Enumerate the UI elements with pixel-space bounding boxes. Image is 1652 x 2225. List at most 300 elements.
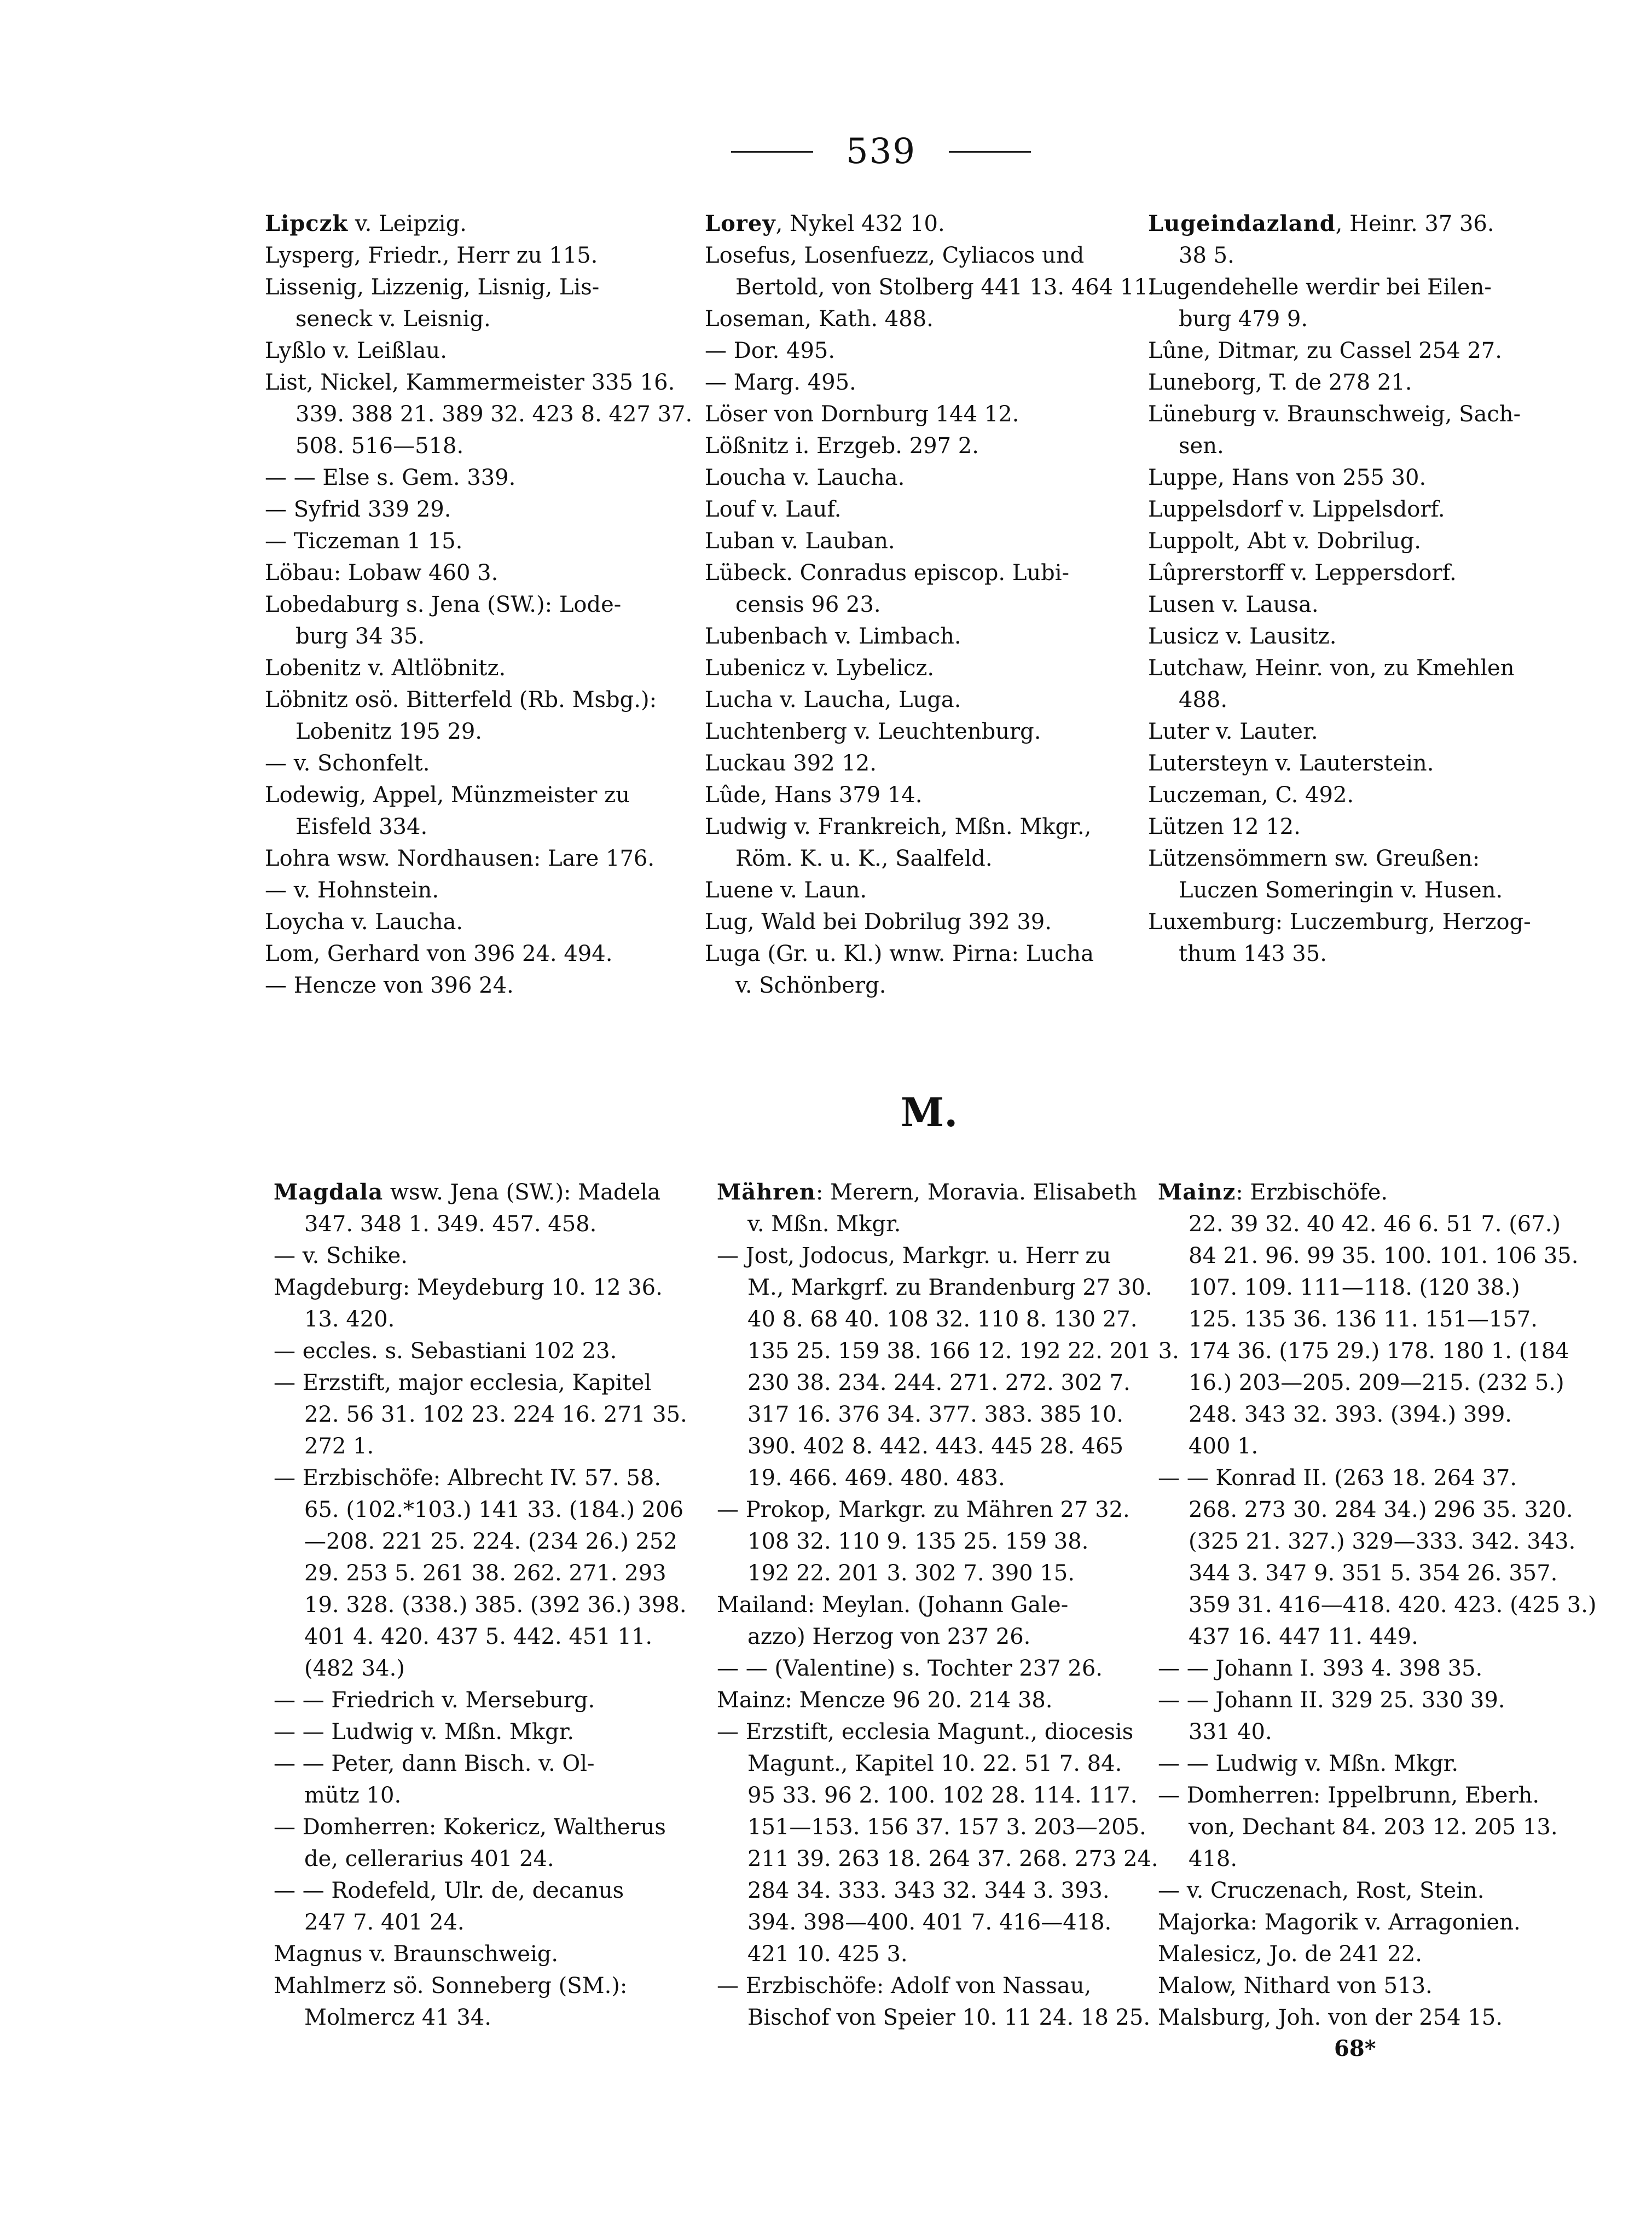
index-text: — — Else s. Gem. 339. — [265, 465, 516, 490]
index-text: burg 479 9. — [1179, 306, 1308, 332]
index-line — [717, 1843, 1158, 1875]
index-line — [1148, 748, 1575, 779]
index-text: Loseman, Kath. 488. — [705, 306, 934, 332]
index-line — [717, 1557, 1144, 1589]
index-line — [265, 811, 692, 843]
index-line — [265, 652, 692, 684]
index-line — [705, 684, 1132, 716]
index-text: — Ticzeman 1 15. — [265, 529, 463, 554]
index-text: Magunt., Kapitel 10. 22. 51 7. 84. — [747, 1751, 1122, 1776]
index-text: Mahlmerz sö. Sonneberg (SM.): — [274, 1973, 628, 1998]
index-column-3 — [1148, 208, 1575, 970]
index-line — [705, 303, 1132, 335]
index-text: 347. 348 1. 349. 457. 458. — [304, 1212, 597, 1237]
index-text: mütz 10. — [304, 1783, 402, 1808]
index-line — [717, 1272, 1152, 1303]
index-text: Luga (Gr. u. Kl.) wnw. Pirna: Lucha — [705, 941, 1094, 966]
index-line — [1148, 843, 1575, 874]
index-line — [705, 748, 1132, 779]
index-line — [274, 1748, 700, 1780]
index-text: Molmercz 41 34. — [304, 2005, 491, 2030]
index-line — [274, 1303, 700, 1335]
index-line — [274, 1780, 700, 1811]
index-text: —208. 221 25. 224. (234 26.) 252 — [304, 1529, 677, 1554]
index-line — [1148, 335, 1575, 367]
index-text: Lûprerstorff v. Leppersdorf. — [1148, 560, 1457, 586]
index-text: Mainz: Mencze 96 20. 214 38. — [717, 1688, 1053, 1713]
index-line — [705, 240, 1132, 271]
index-line — [274, 1653, 700, 1684]
index-text: List, Nickel, Kammermeister 335 16. — [265, 370, 675, 395]
index-text: — — Friedrich v. Merseburg. — [274, 1688, 595, 1713]
index-text: 272 1. — [304, 1434, 374, 1459]
index-text: 339. 388 21. 389 32. 423 8. 427 37. — [295, 402, 693, 427]
index-line — [1158, 1430, 1585, 1462]
index-text: Lusicz v. Lausitz. — [1148, 624, 1337, 649]
index-text: — Domherren: Kokericz, Waltherus — [274, 1815, 666, 1840]
index-text: Malsburg, Joh. von der 254 15. — [1158, 2005, 1503, 2030]
index-line — [705, 938, 1132, 970]
index-text: — — (Valentine) s. Tochter 237 26. — [717, 1656, 1103, 1681]
index-line — [705, 430, 1132, 462]
index-line — [1148, 494, 1575, 525]
index-line — [705, 398, 1132, 430]
index-line — [1158, 1462, 1585, 1494]
index-text: 84 21. 96. 99 35. 100. 101. 106 35. — [1189, 1243, 1579, 1268]
index-text: — v. Schike. — [274, 1243, 408, 1268]
index-text: 248. 343 32. 393. (394.) 399. — [1189, 1402, 1512, 1427]
index-line — [274, 1843, 700, 1875]
index-column-4 — [274, 1177, 700, 2033]
index-line — [705, 335, 1132, 367]
page-number: 539 — [845, 131, 917, 172]
index-text: Löser von Dornburg 144 12. — [705, 402, 1019, 427]
index-text: 390. 402 8. 442. 443. 445 28. 465 — [747, 1434, 1124, 1459]
index-text: — Prokop, Markgr. zu Mähren 27 32. — [717, 1497, 1130, 1522]
index-text: Lûne, Ditmar, zu Cassel 254 27. — [1148, 338, 1502, 363]
index-headword: Lorey — [705, 211, 776, 236]
index-line — [1148, 906, 1575, 938]
index-line — [1158, 1716, 1585, 1748]
index-line — [1158, 1240, 1585, 1272]
index-text: — Dor. 495. — [705, 338, 836, 363]
index-line — [1158, 1875, 1585, 1907]
index-text: 421 10. 425 3. — [747, 1942, 908, 1967]
index-text: 394. 398—400. 401 7. 416—418. — [747, 1910, 1112, 1935]
index-text: Lug, Wald bei Dobrilug 392 39. — [705, 909, 1052, 935]
index-line — [274, 1240, 700, 1272]
index-text: Malesicz, Jo. de 241 22. — [1158, 1942, 1423, 1967]
index-text: 174 36. (175 29.) 178. 180 1. (184 — [1189, 1339, 1569, 1364]
index-line — [265, 684, 692, 716]
index-text: Magdeburg: Meydeburg 10. 12 36. — [274, 1275, 663, 1300]
index-text: : Merern, Moravia. Elisabeth — [815, 1180, 1137, 1205]
index-line — [1158, 1780, 1585, 1811]
index-text: Luxemburg: Luczemburg, Herzog- — [1148, 909, 1531, 935]
index-line — [274, 1430, 700, 1462]
index-line — [717, 1653, 1144, 1684]
index-headword: Lipczk — [265, 211, 349, 236]
index-line — [717, 1780, 1144, 1811]
index-line — [717, 1367, 1144, 1399]
index-text: Lysperg, Friedr., Herr zu 115. — [265, 243, 598, 268]
index-line — [717, 1938, 1144, 1970]
index-line — [265, 525, 692, 557]
index-line — [717, 1208, 1144, 1240]
index-line — [274, 1367, 700, 1399]
index-line — [265, 970, 692, 1001]
index-text: 211 39. 263 18. 264 37. 268. 273 24. — [747, 1846, 1158, 1871]
index-text: 344 3. 347 9. 351 5. 354 26. 357. — [1189, 1561, 1558, 1586]
index-line — [1148, 398, 1575, 430]
index-line — [274, 1938, 700, 1970]
header-rule-left — [731, 151, 813, 153]
index-text: Ludwig v. Frankreich, Mßn. Mkgr., — [705, 814, 1092, 839]
index-line — [1148, 589, 1575, 621]
index-line — [1158, 1970, 1585, 2002]
index-text: Luppe, Hans von 255 30. — [1148, 465, 1427, 490]
index-text: de, cellerarius 401 24. — [304, 1846, 554, 1871]
index-text: 95 33. 96 2. 100. 102 28. 114. 117. — [747, 1783, 1138, 1808]
index-text: 125. 135 36. 136 11. 151—157. — [1189, 1307, 1538, 1332]
index-text: 22. 39 32. 40 42. 46 6. 51 7. (67.) — [1189, 1212, 1561, 1237]
index-line — [705, 970, 1132, 1001]
index-line — [265, 621, 692, 652]
index-text: 268. 273 30. 284 34.) 296 35. 320. — [1189, 1497, 1573, 1522]
index-line — [1158, 2002, 1585, 2033]
index-line — [717, 1177, 1144, 1208]
index-text: Losefus, Losenfuezz, Cyliacos und — [705, 243, 1085, 268]
index-text: 488. — [1179, 687, 1228, 712]
index-line — [717, 1303, 1144, 1335]
index-text: Luneborg, T. de 278 21. — [1148, 370, 1412, 395]
index-text: sen. — [1179, 433, 1224, 459]
index-line — [717, 1494, 1144, 1526]
index-line — [1158, 1748, 1585, 1780]
index-text: Lohra wsw. Nordhausen: Lare 176. — [265, 846, 655, 871]
index-line — [274, 1557, 700, 1589]
index-line — [705, 462, 1132, 494]
index-text: (325 21. 327.) 329—333. 342. 343. — [1189, 1529, 1576, 1554]
index-text: Lützen 12 12. — [1148, 814, 1301, 839]
index-line — [1148, 367, 1575, 398]
index-line — [265, 716, 692, 748]
index-line — [717, 1970, 1144, 2002]
index-text: Lusen v. Lausa. — [1148, 592, 1319, 617]
index-line — [1158, 1907, 1585, 1938]
index-text: — — Ludwig v. Mßn. Mkgr. — [274, 1719, 575, 1745]
index-line — [1148, 684, 1575, 716]
index-text: — Erzbischöfe: Adolf von Nassau, — [717, 1973, 1092, 1998]
index-line — [274, 1811, 700, 1843]
index-line — [265, 494, 692, 525]
index-line — [705, 525, 1132, 557]
index-text: — Syfrid 339 29. — [265, 497, 451, 522]
index-text: — — Rodefeld, Ulr. de, decanus — [274, 1878, 624, 1903]
index-text: Lobenitz v. Altlöbnitz. — [265, 656, 506, 681]
index-text: 230 38. 234. 244. 271. 272. 302 7. — [747, 1370, 1131, 1395]
index-line — [265, 906, 692, 938]
index-text: Lissenig, Lizzenig, Lisnig, Lis- — [265, 275, 600, 300]
index-text: — v. Hohnstein. — [265, 878, 439, 903]
index-text: Louf v. Lauf. — [705, 497, 842, 522]
index-text: Luczen Someringin v. Husen. — [1179, 878, 1503, 903]
index-text: Röm. K. u. K., Saalfeld. — [735, 846, 993, 871]
index-line — [717, 1621, 1144, 1653]
index-line — [274, 1684, 700, 1716]
index-line — [1158, 1526, 1585, 1557]
index-line — [1148, 652, 1575, 684]
index-text: 40 8. 68 40. 108 32. 110 8. 130 27. — [747, 1307, 1138, 1332]
index-text: 135 25. 159 38. 166 12. 192 22. 201 3. — [747, 1339, 1179, 1364]
index-text: , Nykel 432 10. — [775, 211, 945, 236]
index-line — [1158, 1684, 1585, 1716]
index-text: Luban v. Lauban. — [705, 529, 895, 554]
index-line — [717, 1526, 1144, 1557]
index-line — [1148, 525, 1575, 557]
index-text: 16.) 203—205. 209—215. (232 5.) — [1189, 1370, 1564, 1395]
index-line — [705, 652, 1132, 684]
index-text: 19. 466. 469. 480. 483. — [747, 1465, 1005, 1491]
index-text: 107. 109. 111—118. (120 38.) — [1189, 1275, 1520, 1300]
header-rule-right — [949, 151, 1031, 153]
index-line — [705, 874, 1132, 906]
index-text: Loucha v. Laucha. — [705, 465, 905, 490]
index-line — [1148, 208, 1575, 240]
index-line — [274, 1716, 700, 1748]
index-line — [1158, 1303, 1585, 1335]
index-line — [717, 1907, 1144, 1938]
index-text: von, Dechant 84. 203 12. 205 13. — [1189, 1815, 1558, 1840]
index-text: Luckau 392 12. — [705, 751, 877, 776]
index-text: Bischof von Speier 10. 11 24. 18 25. — [747, 2005, 1151, 2030]
index-line — [1158, 1208, 1585, 1240]
index-line — [265, 938, 692, 970]
index-text: 151—153. 156 37. 157 3. 203—205. — [747, 1815, 1146, 1840]
index-line — [1158, 1367, 1585, 1399]
index-column-5 — [717, 1177, 1179, 2033]
index-text: Lüneburg v. Braunschweig, Sach- — [1148, 402, 1521, 427]
index-line — [274, 1589, 700, 1621]
index-line — [705, 494, 1132, 525]
index-text: 284 34. 333. 343 32. 344 3. 393. — [747, 1878, 1110, 1903]
index-line — [265, 398, 692, 430]
index-headword: Magdala — [274, 1179, 384, 1205]
index-line — [1158, 1399, 1585, 1430]
index-text: Majorka: Magorik v. Arragonien. — [1158, 1910, 1521, 1935]
index-line — [1148, 874, 1575, 906]
index-text: thum 143 35. — [1179, 941, 1327, 966]
index-line — [717, 1335, 1179, 1367]
index-text: 192 22. 201 3. 302 7. 390 15. — [747, 1561, 1075, 1586]
index-line — [265, 557, 692, 589]
index-line — [1148, 779, 1575, 811]
index-text: Lugendehelle werdir bei Eilen- — [1148, 275, 1492, 300]
index-line — [1148, 811, 1575, 843]
index-line — [1158, 1335, 1585, 1367]
index-line — [265, 240, 692, 271]
index-line — [1158, 1843, 1585, 1875]
index-line — [274, 1462, 700, 1494]
index-text: Mailand: Meylan. (Johann Gale- — [717, 1592, 1069, 1618]
index-text: 19. 328. (338.) 385. (392 36.) 398. — [304, 1592, 687, 1618]
index-line — [274, 1875, 700, 1907]
index-line — [274, 1494, 700, 1526]
index-text: Lobenitz 195 29. — [295, 719, 483, 744]
index-text: — Marg. 495. — [705, 370, 856, 395]
index-line — [717, 1240, 1144, 1272]
index-line — [265, 303, 692, 335]
index-text: — Erzstift, ecclesia Magunt., diocesis — [717, 1719, 1134, 1745]
index-text: 29. 253 5. 261 38. 262. 271. 293 — [304, 1561, 666, 1586]
index-text: Lützensömmern sw. Greußen: — [1148, 846, 1480, 871]
index-line — [274, 1907, 700, 1938]
index-line — [274, 1208, 700, 1240]
page-header — [717, 127, 1045, 176]
index-text: azzo) Herzog von 237 26. — [747, 1624, 1031, 1649]
index-text: — Jost, Jodocus, Markgr. u. Herr zu — [717, 1243, 1111, 1268]
index-line — [1148, 240, 1575, 271]
index-line — [265, 779, 692, 811]
index-text: — Hencze von 396 24. — [265, 973, 514, 998]
index-line — [1148, 462, 1575, 494]
index-text: 331 40. — [1189, 1719, 1272, 1745]
index-text: Lobedaburg s. Jena (SW.): Lode- — [265, 592, 622, 617]
index-line — [705, 843, 1132, 874]
index-line — [717, 1716, 1144, 1748]
index-line — [274, 1177, 700, 1208]
index-text: 437 16. 447 11. 449. — [1189, 1624, 1418, 1649]
index-text: 38 5. — [1179, 243, 1234, 268]
index-text: Lutchaw, Heinr. von, zu Kmehlen — [1148, 656, 1515, 681]
index-text: Luene v. Laun. — [705, 878, 867, 903]
index-headword: Lugeindazland — [1148, 211, 1336, 236]
index-line — [265, 335, 692, 367]
index-line — [717, 1399, 1144, 1430]
index-line — [1158, 1494, 1585, 1526]
index-text: Luter v. Lauter. — [1148, 719, 1318, 744]
index-line — [265, 367, 692, 398]
index-text: — — Johann II. 329 25. 330 39. — [1158, 1688, 1505, 1713]
index-text: seneck v. Leisnig. — [295, 306, 491, 332]
index-line — [1148, 716, 1575, 748]
index-line — [705, 557, 1132, 589]
index-text: — Erzstift, major ecclesia, Kapitel — [274, 1370, 652, 1395]
index-text: v. Leipzig. — [348, 211, 467, 236]
index-line — [1158, 1653, 1585, 1684]
index-headword: Mainz — [1158, 1179, 1236, 1205]
index-line — [1148, 271, 1575, 303]
index-line — [265, 748, 692, 779]
index-line — [717, 1811, 1144, 1843]
index-line — [274, 1621, 700, 1653]
index-text: — — Peter, dann Bisch. v. Ol- — [274, 1751, 595, 1776]
index-text: 108 32. 110 9. 135 25. 159 38. — [747, 1529, 1089, 1554]
index-line — [274, 2002, 700, 2033]
index-text: Luppelsdorf v. Lippelsdorf. — [1148, 497, 1445, 522]
index-text: 13. 420. — [304, 1307, 395, 1332]
index-text: Lutersteyn v. Lauterstein. — [1148, 751, 1434, 776]
index-text: Eisfeld 334. — [295, 814, 428, 839]
index-text: M., Markgrf. zu Brandenburg 27 30. — [747, 1275, 1152, 1300]
index-line — [265, 462, 692, 494]
index-text: — Erzbischöfe: Albrecht IV. 57. 58. — [274, 1465, 662, 1491]
index-text: burg 34 35. — [295, 624, 425, 649]
index-text: — v. Cruczenach, Rost, Stein. — [1158, 1878, 1485, 1903]
index-text: Löbnitz osö. Bitterfeld (Rb. Msbg.): — [265, 687, 657, 712]
index-line — [705, 208, 1132, 240]
index-text: — — Johann I. 393 4. 398 35. — [1158, 1656, 1483, 1681]
index-text: , Heinr. 37 36. — [1335, 211, 1494, 236]
index-headword: Mähren — [717, 1179, 816, 1205]
index-text: wsw. Jena (SW.): Madela — [383, 1180, 660, 1205]
index-column-1 — [265, 208, 692, 1001]
index-line — [705, 716, 1132, 748]
index-line — [705, 779, 1132, 811]
index-line — [705, 811, 1132, 843]
index-text: 22. 56 31. 102 23. 224 16. 271 35. — [304, 1402, 687, 1427]
index-line — [265, 843, 692, 874]
index-line — [1158, 1938, 1585, 1970]
index-text: — eccles. s. Sebastiani 102 23. — [274, 1339, 617, 1364]
index-text: Lodewig, Appel, Münzmeister zu — [265, 783, 630, 808]
index-line — [705, 367, 1132, 398]
index-text: (482 34.) — [304, 1656, 405, 1681]
index-text: 508. 516—518. — [295, 433, 464, 459]
index-text: Lübeck. Conradus episcop. Lubi- — [705, 560, 1070, 586]
index-line — [265, 874, 692, 906]
index-line — [274, 1272, 700, 1303]
index-text: v. Mßn. Mkgr. — [747, 1212, 901, 1237]
index-text: Luczeman, C. 492. — [1148, 783, 1354, 808]
index-column-6 — [1158, 1177, 1597, 2033]
index-line — [265, 271, 692, 303]
index-line — [1148, 303, 1575, 335]
sheet-signature: 68* — [1334, 2036, 1376, 2061]
index-text: Magnus v. Braunschweig. — [274, 1942, 559, 1967]
index-line — [705, 589, 1132, 621]
index-text: Loycha v. Laucha. — [265, 909, 463, 935]
index-text: Bertold, von Stolberg 441 13. 464 11. — [735, 275, 1155, 300]
index-line — [1158, 1589, 1597, 1621]
index-text: Luchtenberg v. Leuchtenburg. — [705, 719, 1041, 744]
index-line — [717, 1684, 1144, 1716]
index-line — [1148, 557, 1575, 589]
index-text: : Erzbischöfe. — [1236, 1180, 1388, 1205]
index-line — [1158, 1621, 1585, 1653]
index-text: Lom, Gerhard von 396 24. 494. — [265, 941, 613, 966]
index-text: 65. (102.*103.) 141 33. (184.) 206 — [304, 1497, 684, 1522]
index-text: Lößnitz i. Erzgeb. 297 2. — [705, 433, 979, 459]
index-column-2 — [705, 208, 1155, 1001]
index-text: Luppolt, Abt v. Dobrilug. — [1148, 529, 1422, 554]
index-line — [717, 1748, 1144, 1780]
index-text: Löbau: Lobaw 460 3. — [265, 560, 499, 586]
index-text: 400 1. — [1189, 1434, 1259, 1459]
index-text: 401 4. 420. 437 5. 442. 451 11. — [304, 1624, 653, 1649]
index-text: Lyßlo v. Leißlau. — [265, 338, 447, 363]
index-line — [717, 1462, 1144, 1494]
index-text: Malow, Nithard von 513. — [1158, 1973, 1433, 1998]
index-line — [274, 1526, 700, 1557]
index-text: 359 31. 416—418. 420. 423. (425 3.) — [1189, 1592, 1597, 1618]
index-text: — — Konrad II. (263 18. 264 37. — [1158, 1465, 1517, 1491]
index-line — [717, 1589, 1144, 1621]
index-line — [265, 430, 692, 462]
index-text: v. Schönberg. — [735, 973, 886, 998]
index-text: — Domherren: Ippelbrunn, Eberh. — [1158, 1783, 1540, 1808]
index-line — [1158, 1272, 1585, 1303]
